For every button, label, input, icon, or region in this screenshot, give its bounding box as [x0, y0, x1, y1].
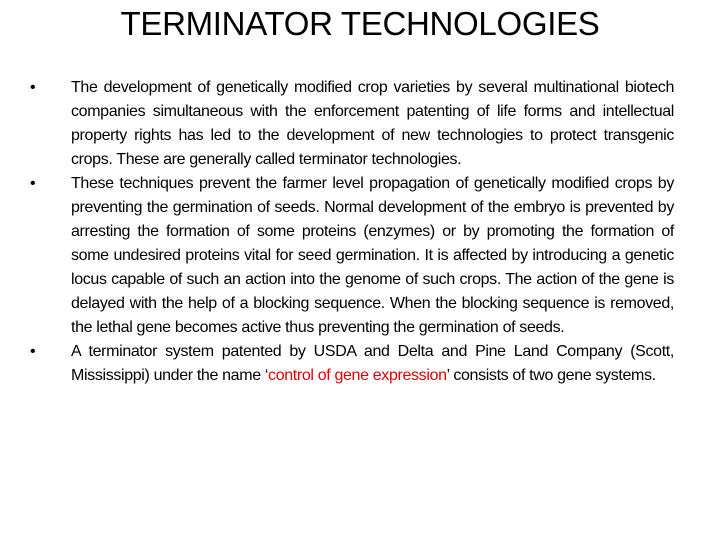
bullet-list — [30, 76, 674, 388]
bullet-text-start: A terminator system patented by USDA and Delta and Pine Land Company (Scott, Mississippi) under the name ‘ — [71, 343, 674, 384]
slide-title: TERMINATOR TECHNOLOGIES — [120, 5, 600, 42]
bullet-text: These techniques prevent the farmer level propagation of genetically modified crops by preventing the germination of seeds. Normal development of the embryo is prevented by arresting the formation of some proteins (enzymes) or by promoting the formation of some undesired proteins vital for seed germination. It is affected by introducing a genetic locus capable of such an action into the genome of such crops. The action of the gene is delayed with the help of a blocking sequence. When the blocking sequence is removed, the lethal gene becomes active thus preventing the germination of seeds. — [71, 175, 674, 336]
bullet-item-1 — [30, 76, 674, 172]
bullet-point-icon: • — [30, 343, 36, 360]
bullet-text: The development of genetically modified crop varieties by several multinational biotech companies simultaneous with the enforcement patenting of life forms and intellectual property rights has led to the development of new technologies to protect transgenic crops. These are generally called terminator technologies. — [71, 79, 674, 168]
bullet-text-end: ’ consists of two gene systems. — [446, 367, 656, 384]
bullet-item-2 — [30, 172, 674, 340]
bullet-item-3 — [30, 340, 674, 388]
bullet-point-icon: • — [30, 175, 36, 192]
highlighted-term: control of gene expression — [268, 367, 447, 384]
bullet-point-icon: • — [30, 79, 36, 96]
